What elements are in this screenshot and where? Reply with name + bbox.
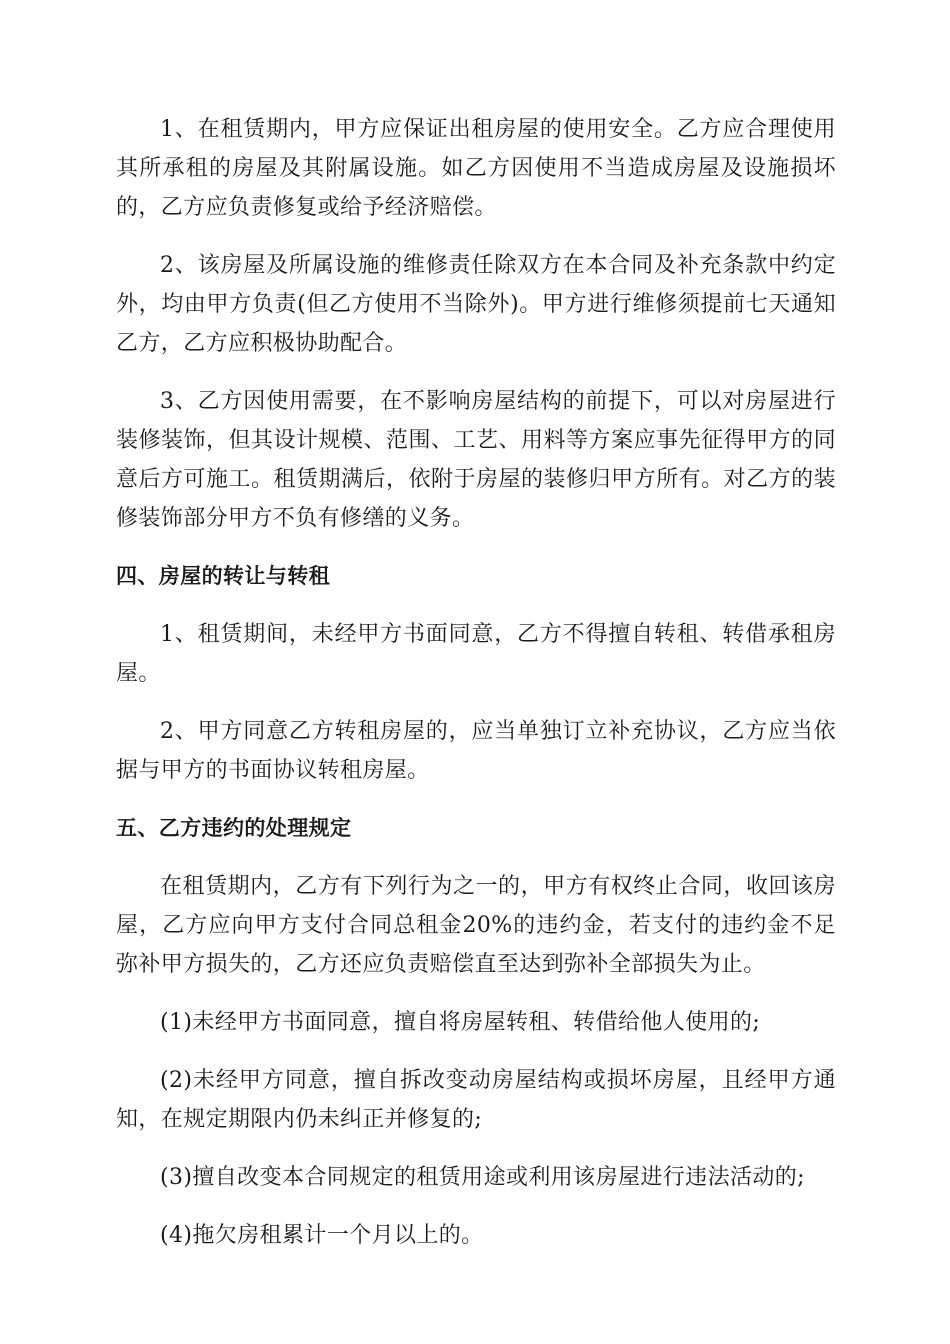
list-item-5-4: (4)拖欠房租累计一个月以上的。 xyxy=(160,1223,484,1248)
section-5-heading: 五、乙方违约的处理规定 xyxy=(116,816,352,840)
paragraph-3-2: 2、该房屋及所属设施的维修责任除双方在本合同及补充条款中约定外，均由甲方负责(但乙方使用不当除外)。甲方进行维修须提前七天通知乙方，乙方应积极协助配合。 xyxy=(116,253,836,356)
list-item-5-2: (2)未经甲方同意，擅自拆改变动房屋结构或损坏房屋，且经甲方通知，在规定期限内仍未纠正并修复的; xyxy=(116,1068,836,1132)
paragraph-3-3: 3、乙方因使用需要，在不影响房屋结构的前提下，可以对房屋进行装修装饰，但其设计规模、范围、工艺、用料等方案应事先征得甲方的同意后方可施工。租赁期满后，依附于房屋的装修归甲方所有。对乙方的装修装饰部分甲方不负有修缮的义务。 xyxy=(116,389,836,531)
list-item-5-1: (1)未经甲方书面同意，擅自将房屋转租、转借给他人使用的; xyxy=(160,1010,761,1035)
list-item-5-3: (3)擅自改变本合同规定的租赁用途或利用该房屋进行违法活动的; xyxy=(160,1165,805,1190)
document-body xyxy=(116,110,836,1274)
paragraph-4-1: 1、租赁期间，未经甲方书面同意，乙方不得擅自转租、转借承租房屋。 xyxy=(116,622,836,686)
paragraph-4-2: 2、甲方同意乙方转租房屋的，应当单独订立补充协议，乙方应当依据与甲方的书面协议转租房屋。 xyxy=(116,719,836,783)
paragraph-5-intro: 在租赁期内，乙方有下列行为之一的，甲方有权终止合同，收回该房屋，乙方应向甲方支付合同总租金20%的违约金，若支付的违约金不足弥补甲方损失的，乙方还应负责赔偿直至达到弥补全部损失为止。 xyxy=(116,874,836,977)
section-4-heading: 四、房屋的转让与转租 xyxy=(116,564,330,588)
paragraph-3-1: 1、在租赁期内，甲方应保证出租房屋的使用安全。乙方应合理使用其所承租的房屋及其附属设施。如乙方因使用不当造成房屋及设施损坏的，乙方应负责修复或给予经济赔偿。 xyxy=(116,117,836,220)
